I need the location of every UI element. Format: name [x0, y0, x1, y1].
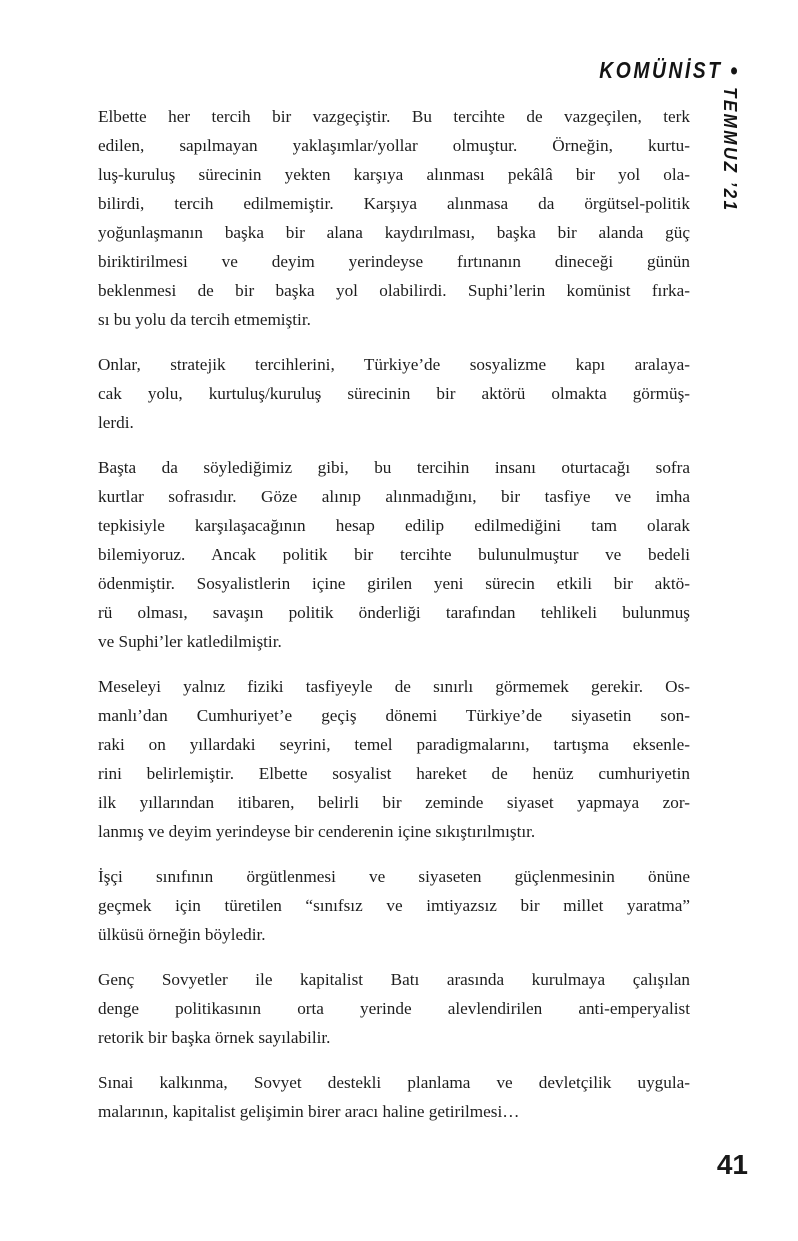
text-line: edilen, sapılmayan yaklaşımlar/yollar olmuştur. Örneğin, kurtu-: [98, 136, 690, 155]
text-line: rü olması, savaşın politik önderliği tarafından tehlikeli bulunmuş: [98, 603, 690, 622]
page-header: [599, 57, 737, 86]
paragraph: [98, 965, 690, 1052]
text-line: luş-kuruluş sürecinin yekten karşıya alınması pekâlâ bir yol ola-: [98, 165, 690, 184]
paragraph: [98, 1068, 690, 1126]
bullet-icon: •: [729, 57, 737, 85]
text-line: retorik bir başka örnek sayılabilir.: [98, 1028, 331, 1047]
text-line: ve Suphi’ler katledilmiştir.: [98, 632, 282, 651]
text-line: Elbette her tercih bir vazgeçiştir. Bu tercihte de vazgeçilen, terk: [98, 107, 690, 126]
paragraph: [98, 862, 690, 949]
text-line: Onlar, stratejik tercihlerini, Türkiye’de sosyalizme kapı aralaya-: [98, 355, 690, 374]
page-number: 41: [716, 1149, 748, 1180]
paragraph: [98, 672, 690, 846]
text-line: sı bu yolu da tercih etmemiştir.: [98, 310, 311, 329]
paragraph: [98, 350, 690, 437]
text-line: lerdi.: [98, 413, 134, 432]
article-body: [98, 102, 690, 1126]
text-line: lanmış ve deyim yerindeyse bir cenderenin içine sıkıştırılmıştır.: [98, 822, 536, 841]
text-line: bilemiyoruz. Ancak politik bir tercihte bulunulmuştur ve bedeli: [98, 545, 690, 564]
text-line: Sınai kalkınma, Sovyet destekli planlama ve devletçilik uygula-: [98, 1073, 690, 1092]
text-line: Genç Sovyetler ile kapitalist Batı arasında kurulmaya çalışılan: [98, 970, 690, 989]
text-line: rini belirlemiştir. Elbette sosyalist hareket de henüz cumhuriyetin: [98, 764, 690, 783]
text-line: Başta da söylediğimiz gibi, bu tercihin insanı oturtacağı sofra: [98, 458, 690, 477]
text-line: ödenmiştir. Sosyalistlerin içine girilen yeni sürecin etkili bir aktö-: [98, 574, 690, 593]
text-line: beklenmesi de bir başka yol olabilirdi. Suphi’lerin komünist fırka-: [98, 281, 690, 300]
text-line: geçmek için türetilen “sınıfsız ve imtiyazsız bir millet yaratma”: [98, 896, 690, 915]
paragraph: [98, 453, 690, 656]
text-line: biriktirilmesi ve deyim yerindeyse fırtınanın dineceği günün: [98, 252, 690, 271]
text-line: ilk yıllarından itibaren, belirli bir zeminde siyaset yapmaya zor-: [98, 793, 690, 812]
text-line: kurtlar sofrasıdır. Göze alınıp alınmadığını, bir tasfiye ve imha: [98, 487, 690, 506]
magazine-title: KOMÜNİST: [598, 57, 723, 83]
text-line: malarının, kapitalist gelişimin birer aracı haline getirilmesi…: [98, 1102, 520, 1121]
text-line: denge politikasının orta yerinde alevlendirilen anti-emperyalist: [98, 999, 690, 1018]
text-line: raki on yıllardaki seyrini, temel paradigmalarını, tartışma eksenle-: [98, 735, 690, 754]
text-line: İşçi sınıfının örgütlenmesi ve siyaseten güçlenmesinin önüne: [98, 867, 690, 886]
text-line: Meseleyi yalnız fiziki tasfiyeyle de sınırlı görmemek gerekir. Os-: [98, 677, 690, 696]
text-line: cak yolu, kurtuluş/kuruluş sürecinin bir aktörü olmakta görmüş-: [98, 384, 690, 403]
text-line: ülküsü örneğin böyledir.: [98, 925, 266, 944]
text-line: bilirdi, tercih edilmemiştir. Karşıya alınmasa da örgütsel-politik: [98, 194, 690, 213]
text-line: yoğunlaşmanın başka bir alana kaydırılması, başka bir alanda güç: [98, 223, 690, 242]
paragraph: [98, 102, 690, 334]
issue-label: TEMMUZ ’21: [720, 87, 740, 213]
text-line: tepkisiyle karşılaşacağının hesap edilip edilmediğini tam olarak: [98, 516, 690, 535]
text-line: manlı’dan Cumhuriyet’e geçiş dönemi Türkiye’de siyasetin son-: [98, 706, 690, 725]
